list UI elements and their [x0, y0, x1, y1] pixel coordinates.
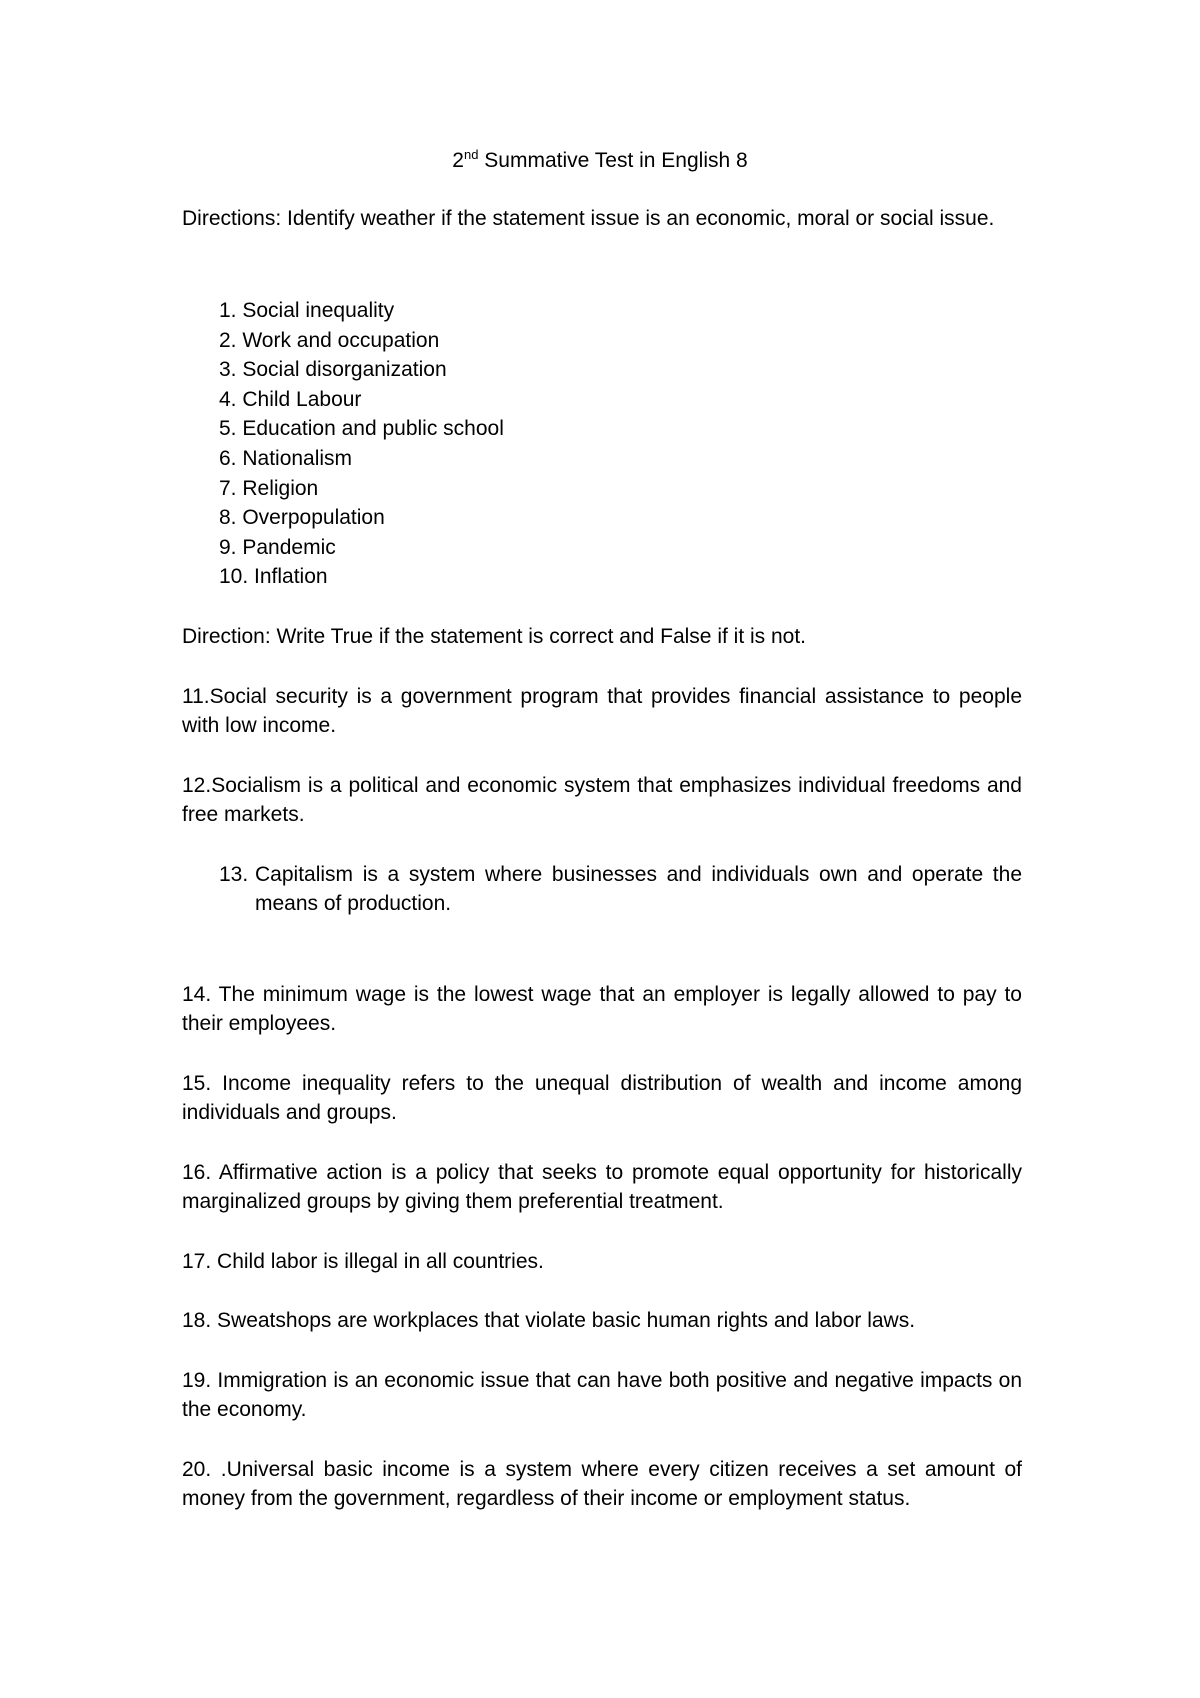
list-item: 3. Social disorganization — [219, 358, 447, 382]
page-title — [0, 146, 1200, 176]
statement-13-number: 13. — [219, 863, 249, 886]
statement-13 — [219, 860, 1022, 918]
statement-11: 11.Social security is a government program that provides financial assistance to people with low income. — [182, 685, 1022, 737]
statement-20: 20. .Universal basic income is a system where every citizen receives a set amount of money from the government, regardless of their income or employment status. — [182, 1458, 1022, 1510]
list-item: 9. Pandemic — [219, 535, 336, 559]
title-superscript: nd — [463, 147, 479, 162]
list-item: 1. Social inequality — [219, 299, 395, 322]
statement-12: 12.Socialism is a political and economic system that emphasizes individual freedoms and free markets. — [182, 774, 1022, 826]
statement-18: 18. Sweatshops are workplaces that violate basic human rights and labor laws. — [182, 1309, 916, 1332]
statement-15: 15. Income inequality refers to the unequal distribution of wealth and income among individuals and groups. — [182, 1072, 1022, 1124]
directions-true-false: Direction: Write True if the statement is correct and False if it is not. — [182, 625, 807, 648]
statement-13-text: Capitalism is a system where businesses and individuals own and operate the means of production. — [255, 863, 1022, 915]
list-item: 4. Child Labour — [219, 387, 362, 411]
statement-14: 14. The minimum wage is the lowest wage that an employer is legally allowed to pay to their employees. — [182, 983, 1022, 1035]
list-item: 2. Work and occupation — [219, 328, 440, 352]
statement-16: 16. Affirmative action is a policy that seeks to promote equal opportunity for historically marginalized groups by giving them preferential treatment. — [182, 1161, 1022, 1213]
list-item: 5. Education and public school — [219, 417, 504, 441]
list-item: 6. Nationalism — [219, 446, 353, 470]
list-item: 7. Religion — [219, 476, 319, 500]
list-item: 8. Overpopulation — [219, 506, 385, 530]
statement-19: 19. Immigration is an economic issue that can have both positive and negative impacts on the economy. — [182, 1369, 1022, 1421]
directions-issue-type: Directions: Identify weather if the statement issue is an economic, moral or social issue. — [182, 207, 995, 230]
list-item: 10. Inflation — [219, 565, 328, 589]
statement-17: 17. Child labor is illegal in all countries. — [182, 1250, 544, 1273]
title-rest: Summative Test in English 8 — [478, 149, 748, 172]
title-prefix: 2 — [452, 149, 464, 172]
issue-list — [219, 296, 504, 592]
